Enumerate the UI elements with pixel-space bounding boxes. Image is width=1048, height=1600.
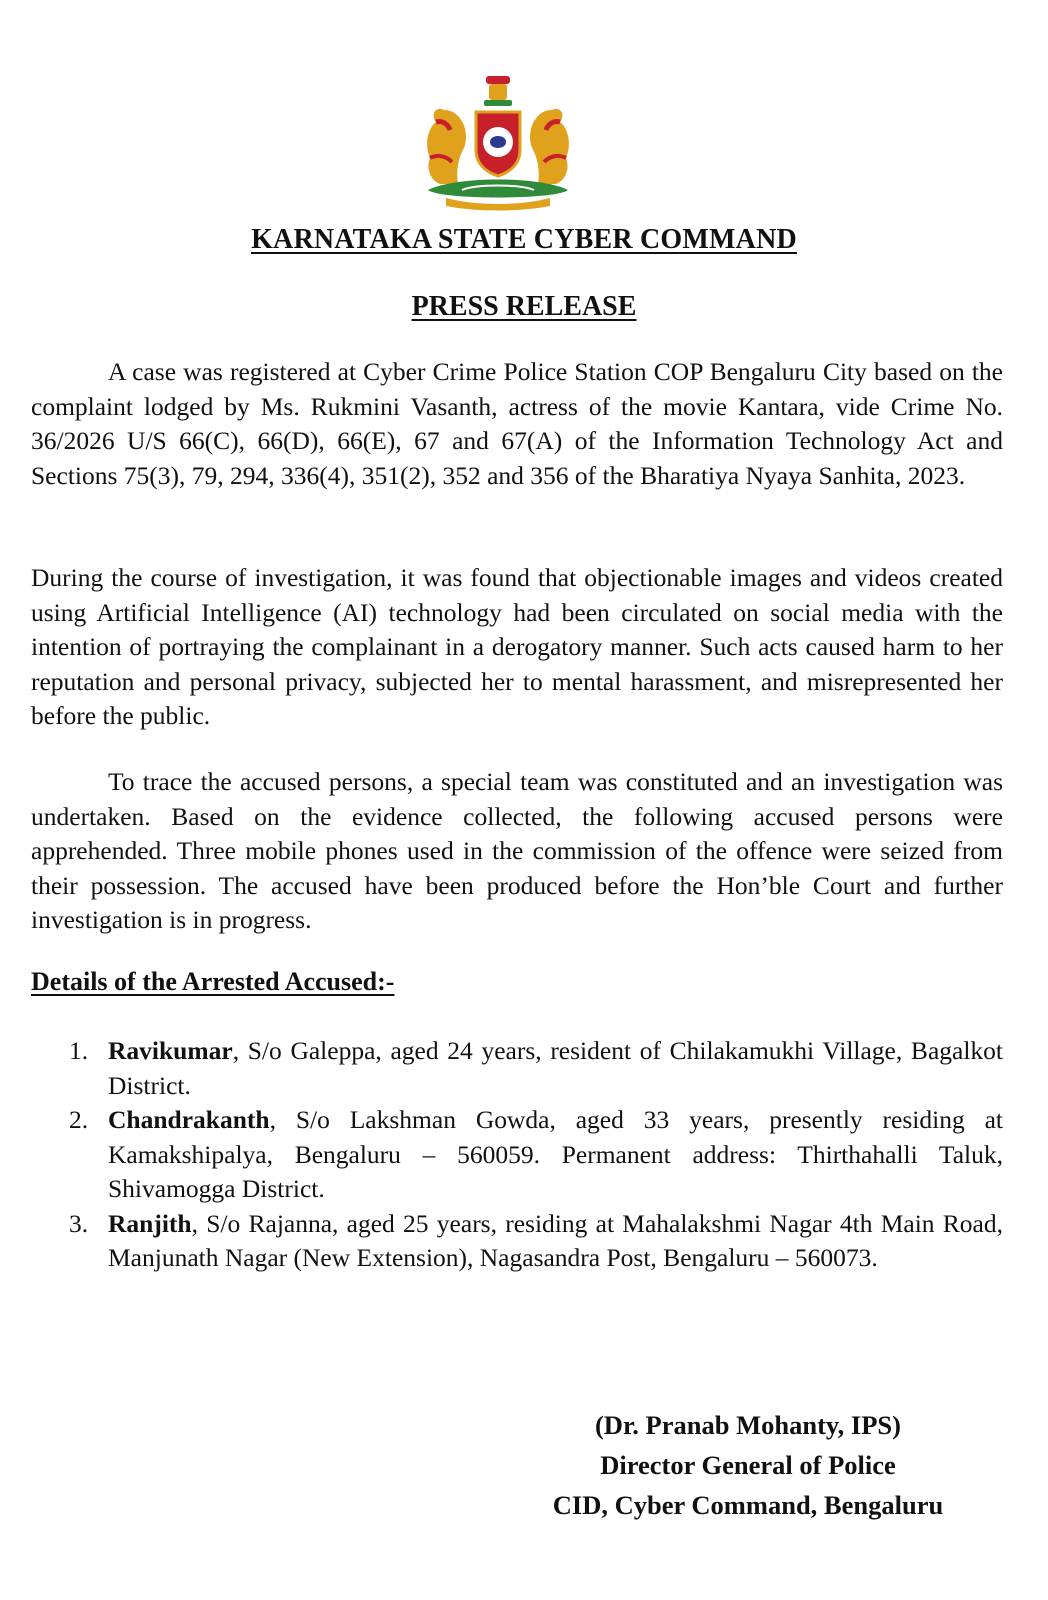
accused-name: Chandrakanth bbox=[108, 1105, 270, 1134]
case-registration-paragraph: A case was registered at Cyber Crime Police Station COP Bengaluru City based on the complaint lodged by Ms. Rukmini Vasanth, actress of the movie Kantara, vide Crime No. 36/2026 U/S 66(C), 66(D), 66(E), 67 and 67(A) of the Information Technology Act and Sections 75(3), 79, 294, 336(4), 351(2), 352 and 356 of the Bharatiya Nyaya Sanhita, 2023. bbox=[31, 357, 1003, 490]
signature-block bbox=[500, 1405, 996, 1525]
signatory-name: (Dr. Pranab Mohanty, IPS) bbox=[594, 1410, 901, 1440]
accused-details: , S/o Lakshman Gowda, aged 33 years, presently residing at Kamakshipalya, Bengaluru – 560059. Permanent address: Thirthahalli Taluk, Shivamogga District. bbox=[108, 1105, 1003, 1203]
accused-details: , S/o Galeppa, aged 24 years, resident of Chilakamukhi Village, Bagalkot District. bbox=[108, 1036, 1003, 1100]
list-item-number: 3. bbox=[69, 1208, 89, 1238]
signatory-designation: Director General of Police bbox=[600, 1450, 896, 1480]
list-item bbox=[31, 1103, 1003, 1207]
press-release-heading: PRESS RELEASE bbox=[411, 291, 637, 322]
list-item-number: 1. bbox=[69, 1036, 89, 1065]
list-item bbox=[31, 1207, 1003, 1276]
list-item-number: 2. bbox=[69, 1105, 89, 1134]
signatory-office: CID, Cyber Command, Bengaluru bbox=[552, 1490, 944, 1520]
accused-details-heading: Details of the Arrested Accused:- bbox=[31, 967, 395, 996]
accused-name: Ranjith bbox=[108, 1208, 192, 1238]
arrest-paragraph: To trace the accused persons, a special team was constituted and an investigation was undertaken. Based on the evidence collected, the following accused persons were apprehended. Three mobile phones used in the commission of the offence were seized from their possession. The accused have been produced before the Hon’ble Court and further investigation is in progress. bbox=[31, 767, 1003, 934]
investigation-findings-paragraph: During the course of investigation, it was found that objectionable images and videos created using Artificial Intelligence (AI) technology had been circulated on social media with the intention of portraying the complainant in a derogatory manner. Such acts caused harm to her reputation and personal privacy, subjected her to mental harassment, and misrepresented her before the public. bbox=[31, 563, 1003, 730]
list-item bbox=[31, 1034, 1003, 1103]
karnataka-emblem-icon bbox=[406, 72, 590, 214]
accused-list bbox=[31, 1034, 1003, 1276]
accused-details: , S/o Rajanna, aged 25 years, residing at Mahalakshmi Nagar 4th Main Road, Manjunath Nagar (New Extension), Nagasandra Post, Bengaluru – 560073. bbox=[108, 1208, 1003, 1272]
organization-title: KARNATAKA STATE CYBER COMMAND bbox=[251, 224, 797, 255]
accused-name: Ravikumar bbox=[108, 1036, 233, 1065]
